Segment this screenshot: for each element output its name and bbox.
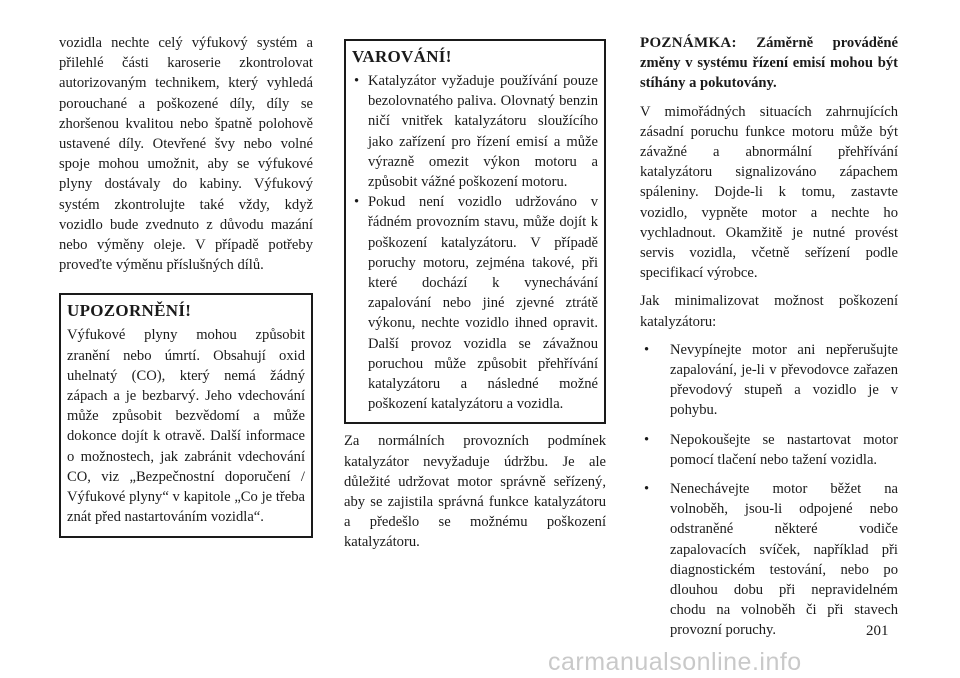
note-paragraph (640, 33, 898, 94)
intro-paragraph: vozidla nechte celý výfukový systém a přilehlé části karoserie zkontrolovat autorizovaným technikem, který vyhledá porouchané a poškozené díly, díly se zhoršenou kvalitou nebo špatně polohově ustavené díly. Otevřené švy nebo volné spoje mohou umožnit, aby se výfukové plyny dostávaly do kabiny. Výfukový systém zkontrolujte také vždy, když vozidlo bude zvednuto z důvodu mazání nebo výměny oleje. V případě potřeby proveďte výměnu příslušných dílů. (59, 35, 313, 274)
prevention-list (640, 340, 898, 641)
note-label: POZNÁMKA: (640, 35, 737, 51)
column-right (640, 33, 898, 650)
caution-title: VAROVÁNÍ! (352, 47, 452, 66)
prevention-item: • Nenechávejte motor běžet na volnoběh, jsou-li odpojené nebo odstraněné některé vodiče zapalovacích svíček, například při diagnostickém testování, nebo po dlouhou dobu při nepravidelném chodu na volnoběh či při stavech provozní poruchy. (640, 479, 898, 641)
warning-text: Výfukové plyny mohou způsobit zranění nebo úmrtí. Obsahují oxid uhelnatý (CO), který nemá žádný zápach a je bezbarvý. Jeho vdechování může způsobit bezvědomí a může dokonce dojít k otravě. Další informace o možnostech, jak zabránit vdechování CO, viz „Bezpečnostní doporučení / Výfukové plyny“ v kapitole „Co je třeba znát před nastartováním vozidla“. (67, 327, 305, 526)
maintenance-paragraph: Za normálních provozních podmínek katalyzátor nevyžaduje údržbu. Je ale důležité udržovat motor správně seřízený, aby se zajistila správná funkce katalyzátoru a předešlo se možnému poškození katalyzátoru. (344, 433, 606, 551)
page-number: 201 (866, 623, 889, 639)
minimize-intro: Jak minimalizovat možnost poškození katalyzátoru: (640, 293, 898, 330)
caution-item: • Pokud není vozidlo udržováno v řádném provozním stavu, může dojít k poškození katalyzátoru. V případě poruchy motoru, zejména takové, při které dochází k vynechávání zapalování nebo jiné zjevné ztrátě výkonu, nechte vozidlo ihned opravit. Další provoz vozidla se závažnou poruchou může způsobit přehřívání katalyzátoru a následné možné poškození katalyzátoru a vozidla. (352, 192, 598, 414)
warning-box (59, 293, 313, 538)
note-text: Záměrně prováděné změny v systému řízení emisí mohou být stíhány a pokutovány. (640, 35, 898, 92)
prevention-item: • Nevypínejte motor ani nepřerušujte zapalování, je-li v převodovce zařazen převodový stupeň a vozidlo je v pohybu. (640, 340, 898, 421)
warning-title: UPOZORNĚNÍ! (67, 301, 192, 321)
prevention-item: • Nepokoušejte se nastartovat motor pomocí tlačení nebo tažení vozidla. (640, 430, 898, 470)
caution-item: • Katalyzátor vyžaduje používání pouze bezolovnatého paliva. Olovnatý benzin ničí vnitřek katalyzátoru sloužícího jako zařízení pro řízení emisí a může výrazně omezit výkon motoru a způsobit vážné poškození motoru. (352, 71, 598, 192)
caution-box (344, 39, 606, 424)
watermark-text: carmanualsonline.info (548, 648, 802, 676)
column-middle (344, 33, 606, 553)
overheating-paragraph: V mimořádných situacích zahrnujících zásadní poruchu funkce motoru může být závažné a abnormální přehřívání katalyzátoru signalizováno zápachem spáleniny. Dojde-li k tomu, zastavte vozidlo, vypněte motor a nechte ho vychladnout. Okamžitě je nutné provést servis vozidla, včetně seřízení podle specifikací výrobce. (640, 103, 898, 282)
column-left (59, 33, 313, 538)
caution-list (352, 71, 598, 414)
